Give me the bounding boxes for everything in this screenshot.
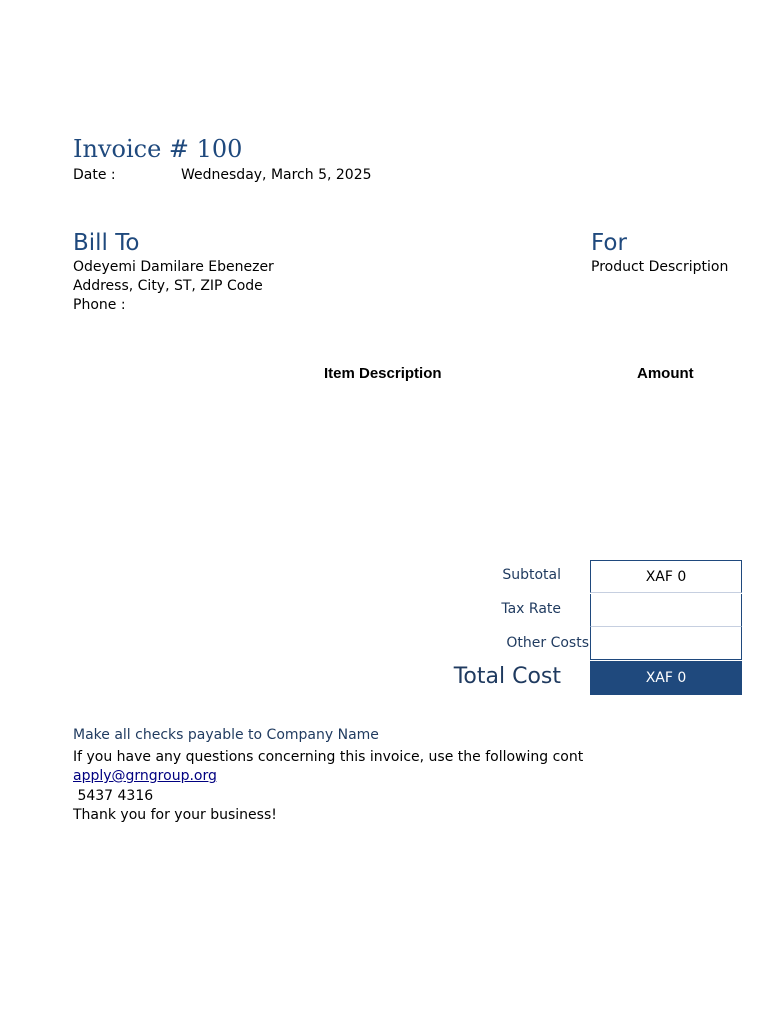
date-label: Date :: [73, 167, 116, 183]
subtotal-value: XAF 0: [590, 560, 742, 593]
total-cost-label: Total Cost: [453, 664, 561, 689]
for-description: Product Description: [591, 259, 729, 275]
contact-email-wrapper: [73, 768, 217, 784]
column-header-item-description: Item Description: [324, 365, 442, 382]
column-header-amount: Amount: [637, 365, 694, 382]
date-value: Wednesday, March 5, 2025: [181, 167, 372, 183]
subtotal-label: Subtotal: [502, 567, 561, 583]
invoice-title: Invoice # 100: [73, 135, 243, 163]
contact-email-link[interactable]: apply@grngroup.org: [73, 768, 217, 784]
bill-to-address: Address, City, ST, ZIP Code: [73, 278, 263, 294]
tax-rate-label: Tax Rate: [501, 601, 561, 617]
bill-to-heading: Bill To: [73, 230, 140, 256]
bill-to-name: Odeyemi Damilare Ebenezer: [73, 259, 274, 275]
checks-payable-note: Make all checks payable to Company Name: [73, 727, 379, 743]
tax-rate-value: [590, 594, 742, 627]
contact-phone: 5437 4316: [73, 788, 154, 804]
for-heading: For: [591, 230, 627, 256]
bill-to-phone-label: Phone :: [73, 297, 126, 313]
total-cost-value: XAF 0: [590, 661, 742, 695]
other-costs-label: Other Costs: [506, 635, 589, 651]
thank-you-note: Thank you for your business!: [73, 807, 277, 823]
other-costs-value: [590, 627, 742, 660]
questions-note: If you have any questions concerning this invoice, use the following cont: [73, 749, 584, 765]
